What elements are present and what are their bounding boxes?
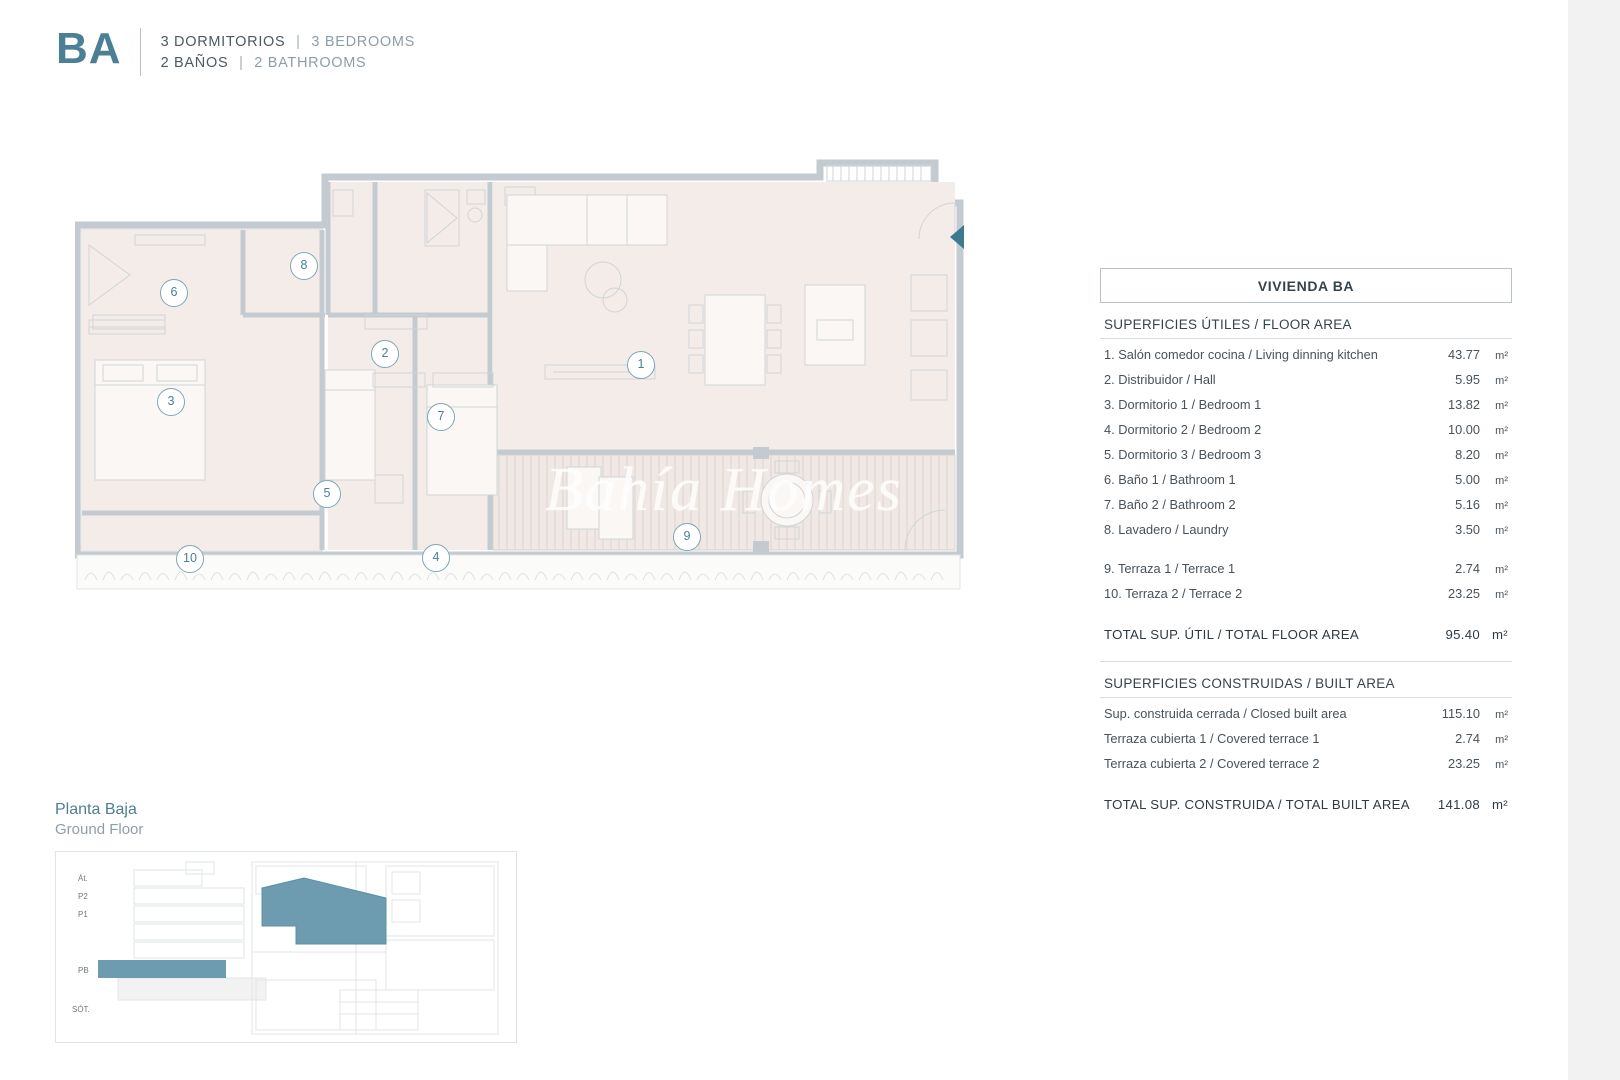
row-value: 23.25 [1447, 586, 1480, 601]
room-marker-8: 8 [290, 252, 318, 280]
table-row [1100, 493, 1512, 518]
row-unit: m² [1495, 350, 1508, 362]
keyplan-title [55, 800, 143, 840]
room-marker-3: 3 [157, 388, 185, 416]
bathrooms-line [161, 53, 415, 74]
row-label: 7. Baño 2 / Bathroom 2 [1104, 497, 1236, 512]
table-row [1100, 582, 1512, 607]
table-row [1100, 518, 1512, 543]
total-floor-area-row [1100, 619, 1512, 647]
row-value: 141.08 [1437, 797, 1480, 812]
section-floor-area-header: SUPERFICIES ÚTILES / FLOOR AREA [1100, 303, 1512, 339]
row-unit: m² [1492, 627, 1508, 642]
row-unit: m² [1495, 450, 1508, 462]
row-unit: m² [1495, 709, 1508, 721]
row-value: 5.00 [1455, 472, 1480, 487]
keyplan-unit-footprint [262, 878, 386, 944]
bathrooms-es: 2 BAÑOS [160, 55, 229, 71]
room-marker-5: 5 [313, 480, 341, 508]
keyplan-drawing [56, 852, 514, 1040]
keyplan-title-es: Planta Baja [55, 801, 137, 818]
row-label: 4. Dormitorio 2 / Bedroom 2 [1104, 422, 1262, 437]
keyplan-level-label-p1: P1 [78, 910, 88, 919]
room-marker-1: 1 [627, 351, 655, 379]
keyplan-level-highlight [98, 960, 226, 978]
table-row [1100, 752, 1512, 777]
row-unit: m² [1495, 525, 1508, 537]
table-row [1100, 557, 1512, 582]
total-built-area-row [1100, 789, 1512, 817]
bathrooms-en: 2 BATHROOMS [254, 55, 367, 71]
row-value: 8.20 [1455, 447, 1480, 462]
keyplan-diagram [55, 851, 517, 1043]
row-label: 8. Lavadero / Laundry [1104, 522, 1229, 537]
row-unit: m² [1495, 500, 1508, 512]
table-row [1100, 368, 1512, 393]
floor-plan [75, 155, 970, 645]
area-schedule-table [1100, 268, 1512, 817]
bedrooms-en: 3 BEDROOMS [311, 34, 416, 50]
room-marker-4: 4 [422, 544, 450, 572]
room-marker-10: 10 [176, 545, 204, 573]
table-row [1100, 443, 1512, 468]
row-value: 10.00 [1447, 422, 1480, 437]
row-value: 95.40 [1445, 627, 1480, 642]
row-value: 2.74 [1455, 561, 1480, 576]
row-label: 5. Dormitorio 3 / Bedroom 3 [1104, 447, 1262, 462]
row-label: 10. Terraza 2 / Terrace 2 [1104, 586, 1243, 601]
keyplan-level-label-pb: PB [78, 966, 89, 975]
table-row [1100, 418, 1512, 443]
header-sep-2: | [239, 55, 244, 71]
row-value: 2.74 [1455, 731, 1480, 746]
row-unit: m² [1495, 400, 1508, 412]
table-title: VIVIENDA BA [1100, 268, 1512, 303]
entry-arrow-icon [950, 225, 964, 249]
room-marker-9: 9 [673, 523, 701, 551]
row-unit: m² [1492, 797, 1508, 812]
row-value: 23.25 [1447, 756, 1480, 771]
keyplan-level-label-at: Át. [78, 874, 88, 883]
row-unit: m² [1495, 759, 1508, 771]
row-label: Terraza cubierta 2 / Covered terrace 2 [1104, 756, 1320, 771]
row-value: 115.10 [1441, 706, 1480, 721]
row-value: 5.16 [1455, 497, 1480, 512]
table-row [1100, 393, 1512, 418]
row-unit: m² [1495, 589, 1508, 601]
row-value: 3.50 [1455, 522, 1480, 537]
room-marker-2: 2 [371, 340, 399, 368]
row-label: TOTAL SUP. ÚTIL / TOTAL FLOOR AREA [1104, 627, 1359, 642]
row-unit: m² [1495, 564, 1508, 576]
right-margin-strip [1568, 0, 1620, 1080]
row-label: 3. Dormitorio 1 / Bedroom 1 [1104, 397, 1262, 412]
keyplan-level-label-p2: P2 [78, 892, 88, 901]
row-label: 6. Baño 1 / Bathroom 1 [1104, 472, 1236, 487]
row-value: 43.77 [1447, 347, 1480, 362]
unit-code: BA [56, 24, 122, 73]
row-unit: m² [1495, 425, 1508, 437]
row-label: 9. Terraza 1 / Terrace 1 [1104, 561, 1236, 576]
row-unit: m² [1495, 734, 1508, 746]
table-row [1100, 727, 1512, 752]
unit-header [56, 26, 415, 76]
header-subtitle-block [141, 26, 415, 74]
bedrooms-line [161, 32, 415, 53]
row-value: 5.95 [1455, 372, 1480, 387]
row-label: Terraza cubierta 1 / Covered terrace 1 [1104, 731, 1320, 746]
header-sep-1: | [296, 34, 301, 50]
row-unit: m² [1495, 475, 1508, 487]
row-label: Sup. construida cerrada / Closed built area [1104, 706, 1347, 721]
table-row [1100, 468, 1512, 493]
row-label: 2. Distribuidor / Hall [1104, 372, 1216, 387]
row-label: 1. Salón comedor cocina / Living dinning kitchen [1104, 347, 1378, 362]
brand-watermark: Bahía Homes [545, 456, 903, 524]
table-row [1100, 343, 1512, 368]
room-marker-7: 7 [427, 403, 455, 431]
table-row [1100, 702, 1512, 727]
keyplan-level-label-sot: SÓT. [72, 1005, 90, 1014]
row-unit: m² [1495, 375, 1508, 387]
keyplan-title-en: Ground Floor [55, 821, 144, 838]
row-value: 13.82 [1447, 397, 1480, 412]
table-spacer [1100, 543, 1512, 557]
section-built-area-header: SUPERFICIES CONSTRUIDAS / BUILT AREA [1100, 662, 1512, 698]
floor-plan-drawing [75, 155, 970, 645]
bedrooms-es: 3 DORMITORIOS [160, 34, 286, 50]
room-marker-6: 6 [160, 279, 188, 307]
row-label: TOTAL SUP. CONSTRUIDA / TOTAL BUILT AREA [1104, 797, 1410, 812]
